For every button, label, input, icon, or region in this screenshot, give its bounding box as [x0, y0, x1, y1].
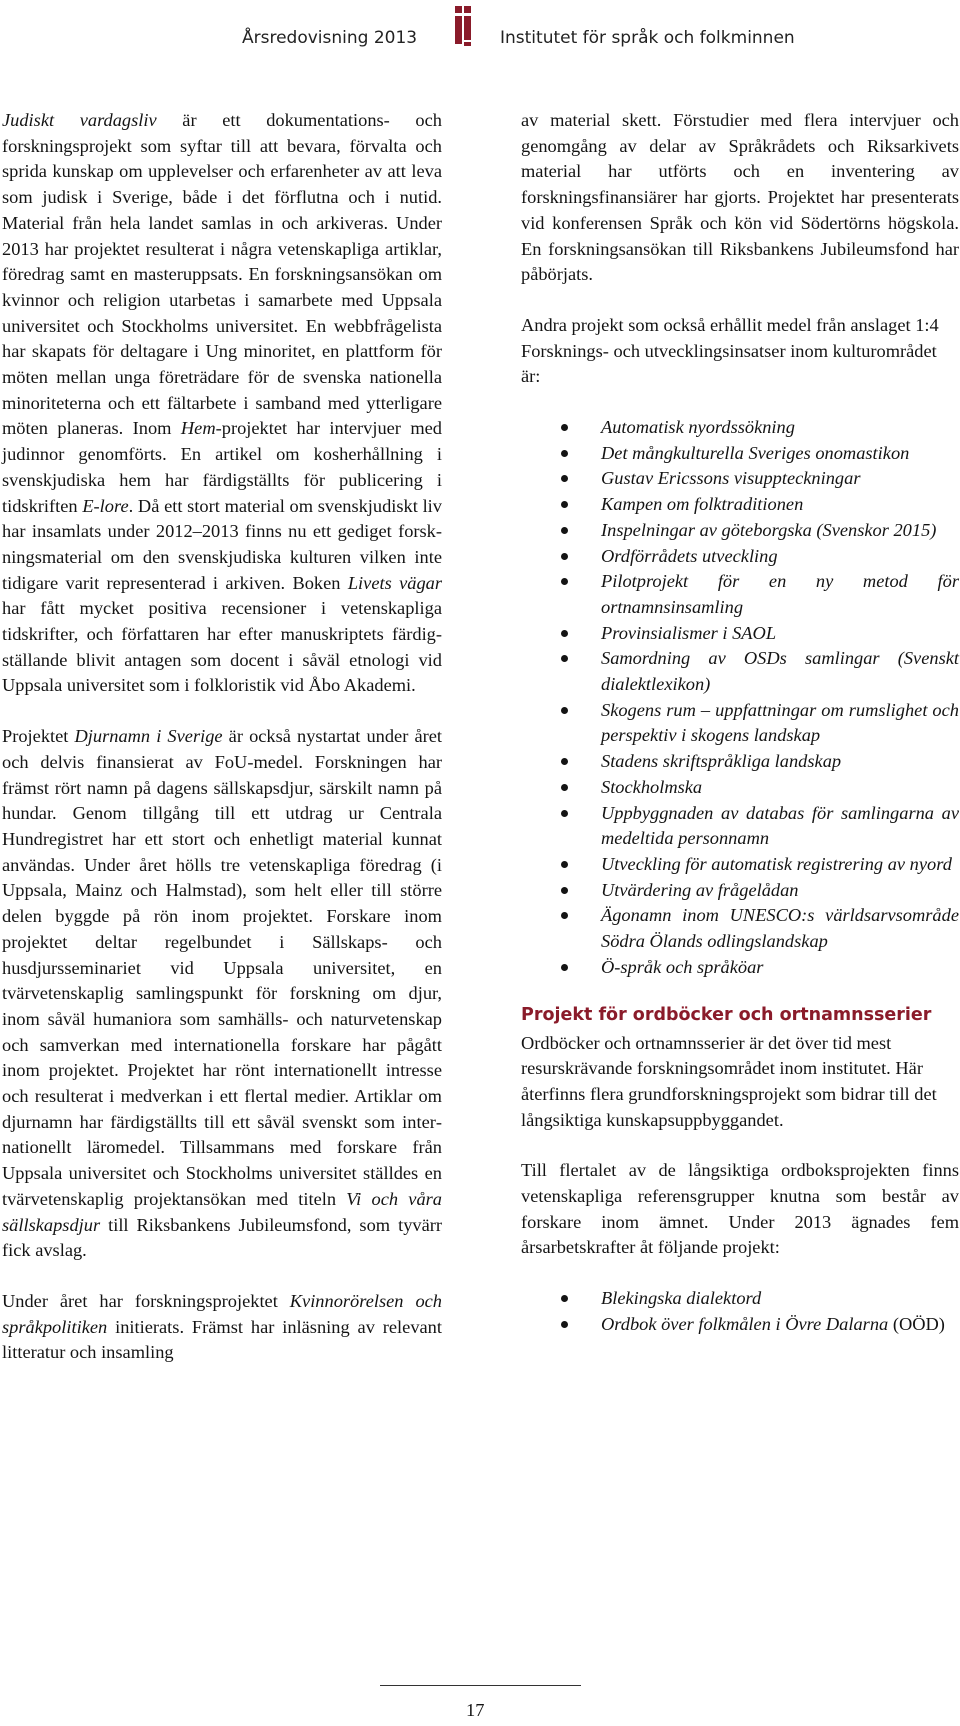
- application-title: Vi och våra sällskapsdjur: [2, 1188, 443, 1235]
- list-item-text: Blekingska dialektord: [601, 1288, 762, 1309]
- list-item-text: Skogens rum – uppfattningar om rumslighet och perspektiv i skogens landskap: [601, 699, 959, 746]
- footer-rule: [380, 1685, 581, 1686]
- paragraph-text: initierats. Främst har inläsning av relevant litteratur och insamling: [2, 1316, 442, 1363]
- list-item: [521, 775, 959, 801]
- list-item-text: Det mångkulturella Sveriges onomastikon: [601, 442, 910, 463]
- list-item-text: Uppbyggnaden av databas för samlingarna av medeltida personnamn: [601, 802, 959, 849]
- list-item-text: Ordförrådets utveckling: [601, 545, 778, 566]
- list-item-text: Samordning av OSDs samlingar (Svenskt dialektlexikon): [601, 648, 959, 695]
- list-item: [521, 466, 959, 492]
- left-column: [2, 108, 442, 1366]
- list-item-text: Provinsialismer i SAOL: [601, 622, 777, 643]
- header-institute-name: Institutet för språk och folkminnen: [500, 28, 795, 48]
- header-report-title: Årsredovisning 2013: [242, 28, 418, 48]
- bullet-icon: [561, 578, 568, 585]
- bullet-icon: [561, 1321, 568, 1328]
- bullet-icon: [561, 450, 568, 457]
- list-item: [521, 544, 959, 570]
- paragraph-text: Projektet: [2, 726, 75, 747]
- paragraph-text: . Då ett stort material om svenskjudiskt liv har insamlats under 2012–2013 finns nu ett gediget forskningsmaterial om den svenskjudiska kulturen vilken inte tidigare varit representerad i arkiven. Boken: [2, 495, 442, 593]
- journal-title: E-lore: [82, 495, 129, 516]
- list-item-text: Stadens skriftspråkliga landskap: [601, 751, 842, 772]
- bullet-icon: [561, 424, 568, 431]
- list-item: [521, 621, 959, 647]
- paragraph-text: Under året har forskningsprojektet: [2, 1290, 290, 1311]
- paragraph-reference-groups: Till flertalet av de långsiktiga ordboksprojekten finns vetenskapliga referensgrupper knutna som består av forskare inom ämnet. Under 2013 ägnades fem årsarbetskrafter åt följande projekt:: [521, 1160, 959, 1258]
- list-item: [521, 878, 959, 904]
- bullet-icon: [561, 630, 568, 637]
- list-item: [521, 801, 959, 852]
- dictionary-project-list: [521, 1286, 959, 1337]
- bullet-icon: [561, 964, 568, 971]
- paragraph-dictionaries: Ordböcker och ortnamnsserier är det över tid mest resurskrävande forskningsområdet inom institutet. Här återfinns flera grundforskningsprojekt som bidrar till det långsiktiga kunskapsuppbyggandet.: [521, 1032, 937, 1130]
- section-heading: Projekt för ordböcker och ortnamnsserier: [521, 1004, 932, 1025]
- bullet-icon: [561, 501, 568, 508]
- paragraph-text: är ett dokumentations- och forskningsprojekt som syftar till att bevara, förvalta och sprida kunskap om upplevelser och erfarenheter av att leva som judisk i Sverige, både i det förflutna och i nutid. Material från hela landet samlas in och arkiveras. Under 2013 har projektet resulterat i några vetenskapliga artiklar, föredrag samt en masteruppsats. En forskningsansökan om kvinnor och religion utarbetas i samarbete med Uppsala universitet och Stockholms universitet. En webbfrågelista har skapats för deltagare i Ung minoritet, en plattform för möten mellan unga företrädare för de svenska nationella minoriteterna och ett fältarbete i samband med ytterligare möten planeras. Inom: [2, 110, 442, 439]
- paragraph-continued: av material skett. Förstudier med flera intervjuer och genomgång av delar av Språkrådets och Riksarkivets material har utförts och en inventering av forskningsfinansiärer har gjorts. Projektet har presenterats vid konferensen Språk och kön vid Södertörns högskola. En forskningsansökan till Riksbankens Jubileumsfond har påbörjats.: [521, 110, 959, 285]
- page-header: [0, 0, 960, 70]
- bullet-icon: [561, 655, 568, 662]
- list-item: [521, 441, 959, 467]
- bullet-icon: [561, 861, 568, 868]
- isof-logo-icon: [455, 6, 481, 46]
- list-item: [521, 646, 959, 697]
- list-item: [521, 569, 959, 620]
- list-item-suffix: (OÖD): [888, 1313, 945, 1334]
- list-item: [521, 852, 959, 878]
- list-item: [521, 415, 959, 441]
- paragraph-text: till Riksbankens Jubileumsfond, som tyvärr fick avslag.: [2, 1214, 442, 1261]
- book-title: Livets vägar: [347, 572, 442, 593]
- list-item: [521, 1312, 959, 1338]
- list-item: [521, 955, 959, 981]
- bullet-icon: [561, 1295, 568, 1302]
- list-item: [521, 492, 959, 518]
- list-item: [521, 1286, 959, 1312]
- bullet-icon: [561, 758, 568, 765]
- paragraph-text: -projektet har intervjuer med judinnor genomförts. En artikel om kosherhållning i svenskjudiska hem har färdigställts för publicering i tidskriften: [2, 418, 443, 516]
- list-item-text: Stockholmska: [601, 776, 703, 797]
- list-item: [521, 698, 959, 749]
- bullet-icon: [561, 912, 568, 919]
- paragraph-text: har fått mycket positiva recensioner i vetenskapliga tidskrifter, och författaren har efter manuskriptets färdigställande blivit antagen som docent i såväl etnologi vid Uppsala universitet som i folkloristik vid Åbo Akademi.: [2, 598, 442, 696]
- project-title: Djurnamn i Sverige: [74, 726, 223, 747]
- paragraph-djurnamn: [2, 724, 442, 1264]
- bullet-icon: [561, 887, 568, 894]
- project-list: [521, 415, 959, 980]
- paragraph-other-projects-intro: Andra projekt som också erhållit medel från anslaget 1:4 Forsknings- och utvecklingsinsatser inom kulturområdet är:: [521, 314, 939, 387]
- list-item-text: Gustav Ericssons visuppteckningar: [601, 468, 861, 489]
- project-title: Kvinnorörelsen och språkpolitiken: [2, 1290, 442, 1337]
- list-item-text: Inspelningar av göteborgska (Svenskor 2015): [601, 519, 937, 540]
- project-title: Hem: [180, 418, 216, 439]
- page-number: 17: [466, 1700, 485, 1720]
- bullet-icon: [561, 553, 568, 560]
- bullet-icon: [561, 810, 568, 817]
- paragraph-text: är också nystartat under året och delvis finansierat av FoU-medel. Forskningen har främst rört namn på dagens sällskapsdjur, särskilt namn på hundar. Genom tillgång till ett utdrag ur Centrala Hundregistret har ett stort och enhetligt material kunnat användas. Under året hölls tre vetenskapliga föredrag (i Uppsala, Mainz och Halmstad), som helt eller till större delen byggde på rön inom projektet. Forskare inom projektet deltar regelbundet i Sällskaps- och husdjursseminariet vid Uppsala universitet, en tvärvetenskaplig samlingspunkt för forskning om djur, inom såväl humaniora som samhälls- och naturvetenskap och samverkan med internationella forskare har pågått inom projektet. Projektet har rönt internationellt intresse och resulterat i medverkan i ett flertal medier. Artiklar om djurnamn har färdigställts till ett såväl svenskt som internationellt läromedel. Tillsammans med forskare från Uppsala universitet och Stockholms universitet ställdes en tvärvetenskaplig projektansökan med titeln: [2, 726, 443, 1209]
- project-title: Judiskt vardagsliv: [2, 110, 157, 130]
- list-item-text: Utvärdering av frågelådan: [601, 879, 799, 900]
- bullet-icon: [561, 707, 568, 714]
- list-item-text: Automatisk nyordssökning: [601, 417, 795, 438]
- list-item-text: Utveckling för automatisk registrering av nyord: [601, 853, 952, 874]
- list-item-text: Ägonamn inom UNESCO:s världsarvsområde Södra Ölands odlingslandskap: [601, 905, 959, 952]
- list-item-text: Kampen om folktraditionen: [601, 494, 804, 515]
- list-item: [521, 518, 959, 544]
- list-item-text: Pilotprojekt för en ny metod för ortnamnsinsamling: [601, 571, 959, 617]
- right-column: [521, 108, 959, 1338]
- paragraph-judiskt-vardagsliv: [2, 108, 442, 699]
- bullet-icon: [561, 527, 568, 534]
- list-item-text: Ordbok över folkmålen i Övre Dalarna: [601, 1313, 889, 1334]
- list-item: [521, 903, 959, 954]
- paragraph-kvinnororelsen: [2, 1289, 442, 1366]
- list-item-text: Ö-språk och språköar: [601, 956, 764, 977]
- list-item: [521, 749, 959, 775]
- bullet-icon: [561, 475, 568, 482]
- bullet-icon: [561, 784, 568, 791]
